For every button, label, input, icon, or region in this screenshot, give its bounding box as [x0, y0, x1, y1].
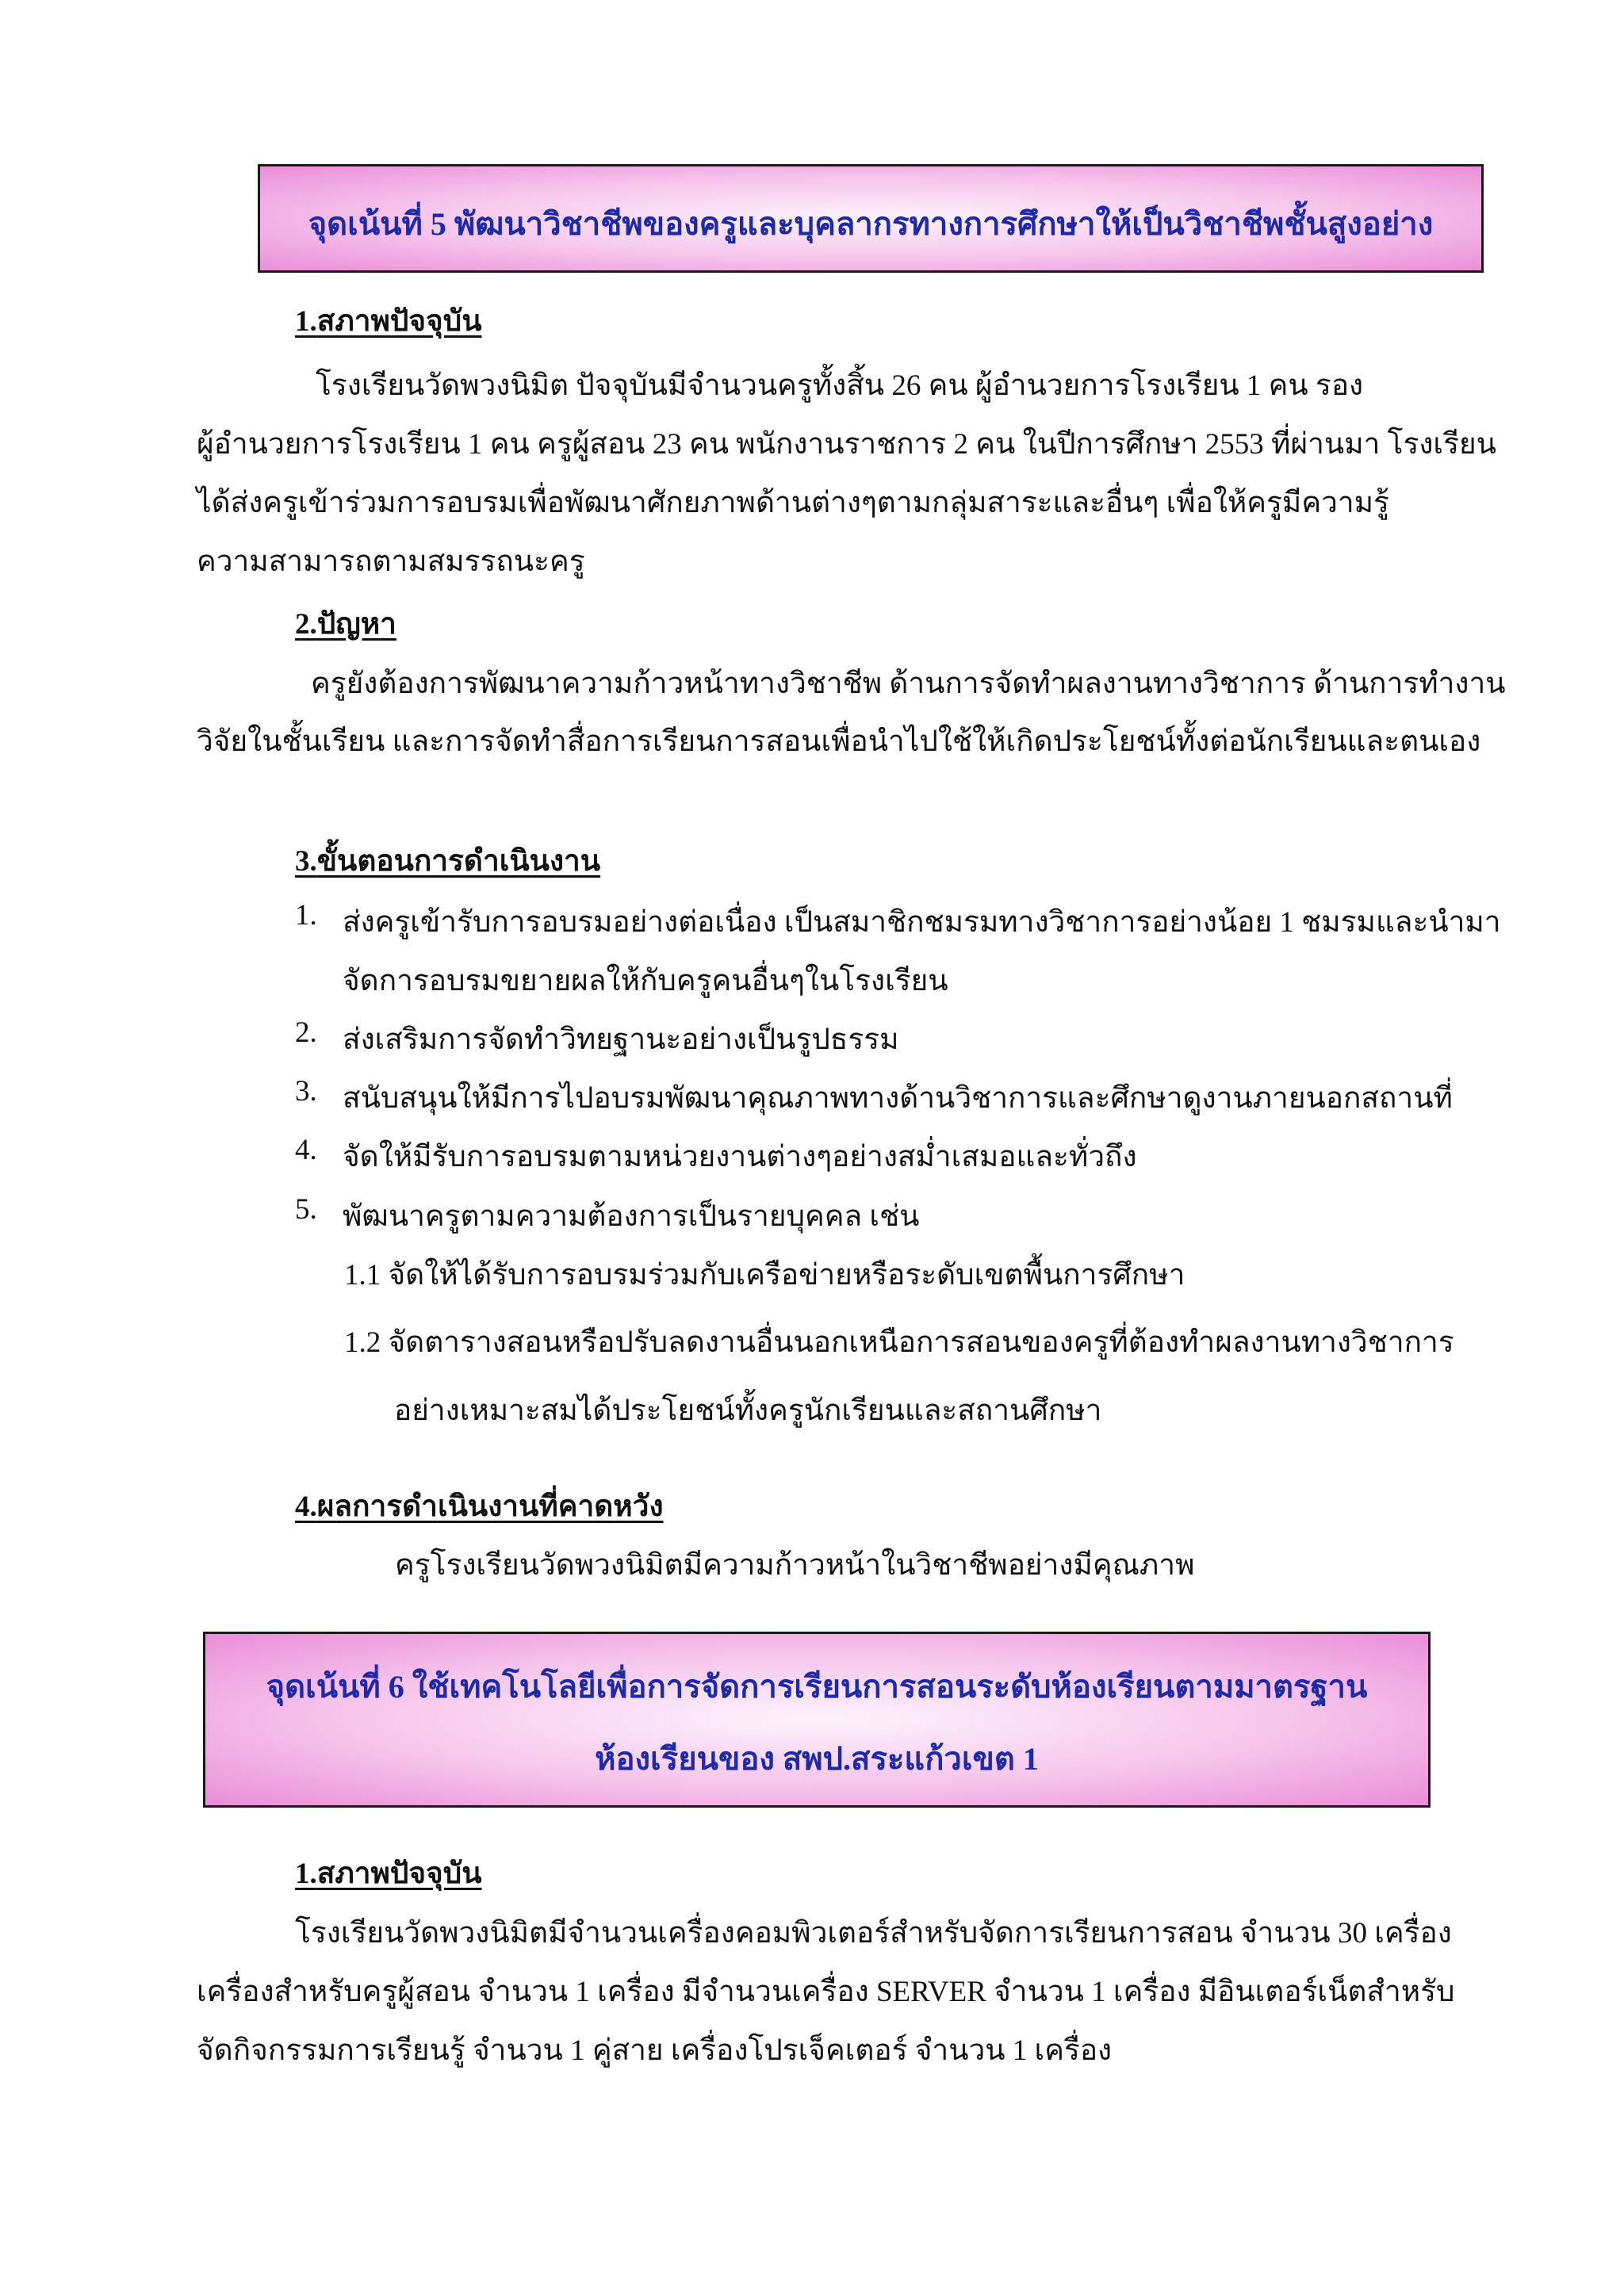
focus5-title: จุดเน้นที่ 5 พัฒนาวิชาชีพของครูและบุคลากรทางการศึกษาให้เป็นวิชาชีพชั้นสูงอย่าง: [308, 206, 1434, 242]
step-3-text: สนับสนุนให้มีการไปอบรมพัฒนาคุณภาพทางด้านวิชาการและศึกษาดูงานภายนอกสถานที่: [343, 1082, 1453, 1115]
f5-s2-heading: [295, 600, 396, 647]
focus6-title-line-2: ห้องเรียนของ สพป.สระแก้วเขต 1: [595, 1741, 1039, 1777]
focus6-banner: [203, 1632, 1431, 1808]
f6-s1-line-3: จัดกิจกรรมการเรียนรู้ จำนวน 1 คู่สาย เครื่องโปรเจ็คเตอร์ จำนวน 1 เครื่อง: [197, 2034, 1113, 2067]
f6-s1-heading: [295, 1850, 482, 1896]
f5-s2-line-1: ครูยังต้องการพัฒนาความก้าวหน้าทางวิชาชีพ ด้านการจัดทำผลงานทางวิชาการ ด้านการทำงาน: [311, 668, 1506, 700]
f5-s1-heading: [295, 297, 482, 344]
substep-1-2-cont: อย่างเหมาะสมได้ประโยชน์ทั้งครูนักเรียนและสถานศึกษา: [394, 1395, 1102, 1427]
step-1-num: 1.: [295, 899, 317, 932]
f6-s1-num: 1.: [295, 1858, 317, 1890]
step-4-text: จัดให้มีรับการอบรมตามหน่วยงานต่างๆอย่างสม่ำเสมอและทั่วถึง: [343, 1141, 1137, 1173]
step-5-text: พัฒนาครูตามความต้องการเป็นรายบุคคล เช่น: [343, 1200, 920, 1233]
step-2-num: 2.: [295, 1016, 317, 1049]
substep-1-2: 1.2 จัดตารางสอนหรือปรับลดงานอื่นนอกเหนือการสอนของครูที่ต้องทำผลงานทางวิชาการ: [344, 1326, 1454, 1359]
substep-1-1: 1.1 จัดให้ได้รับการอบรมร่วมกับเครือข่ายหรือระดับเขตพื้นการศึกษา: [344, 1259, 1185, 1292]
f6-s1-line-2: เครื่องสำหรับครูผู้สอน จำนวน 1 เครื่อง มีจำนวนเครื่อง SERVER จำนวน 1 เครื่อง มีอินเตอร์เน็ตสำหรับ: [197, 1976, 1455, 2008]
f5-s1-line-2: ผู้อำนวยการโรงเรียน 1 คน ครูผู้สอน 23 คน พนักงานราชการ 2 คน ในปีการศึกษา 2553 ที่ผ่านมา โรงเรียน: [197, 428, 1496, 461]
focus5-banner: [258, 164, 1484, 273]
f5-s1-line-1: โรงเรียนวัดพวงนิมิต ปัจจุบันมีจำนวนครูทั้งสิ้น 26 คน ผู้อำนวยการโรงเรียน 1 คน รอง: [316, 369, 1364, 402]
f6-s1-title: สภาพปัจจุบัน: [316, 1858, 482, 1890]
f5-s4-title: ผลการดำเนินงานที่คาดหวัง: [316, 1490, 664, 1523]
f5-s3-heading: [295, 837, 600, 884]
f5-s2-line-2: วิจัยในชั้นเรียน และการจัดทำสื่อการเรียนการสอนเพื่อนำไปใช้ให้เกิดประโยชน์ทั้งต่อนักเรียนและตนเอง: [197, 725, 1481, 758]
focus6-title-line-1: จุดเน้นที่ 6 ใช้เทคโนโลยีเพื่อการจัดการเรียนการสอนระดับห้องเรียนตามมาตรฐาน: [266, 1669, 1368, 1705]
f5-s3-title: ขั้นตอนการดำเนินงาน: [316, 845, 601, 878]
step-1-text: ส่งครูเข้ารับการอบรมอย่างต่อเนื่อง เป็นสมาชิกชมรมทางวิชาการอย่างน้อย 1 ชมรมและนำมา: [343, 906, 1501, 939]
f5-s1-num: 1.: [295, 305, 317, 338]
f6-s1-line-1: โรงเรียนวัดพวงนิมิตมีจำนวนเครื่องคอมพิวเตอร์สำหรับจัดการเรียนการสอน จำนวน 30 เครื่อง: [295, 1917, 1452, 1950]
step-2-text: ส่งเสริมการจัดทำวิทยฐานะอย่างเป็นรูปธรรม: [343, 1024, 899, 1056]
f5-s3-num: 3.: [295, 845, 317, 878]
f5-s4-line: ครูโรงเรียนวัดพวงนิมิตมีความก้าวหน้าในวิชาชีพอย่างมีคุณภาพ: [395, 1549, 1195, 1582]
step-3-num: 3.: [295, 1075, 317, 1108]
step-4-num: 4.: [295, 1134, 317, 1166]
f5-s2-num: 2.: [295, 608, 317, 641]
f5-s4-num: 4.: [295, 1490, 317, 1523]
f5-s4-heading: [295, 1483, 664, 1529]
f5-s1-title: สภาพปัจจุบัน: [316, 305, 482, 338]
step-1-text-cont: จัดการอบรมขยายผลให้กับครูคนอื่นๆในโรงเรียน: [343, 965, 948, 997]
f5-s2-title: ปัญหา: [316, 608, 396, 641]
f5-s1-line-3: ได้ส่งครูเข้าร่วมการอบรมเพื่อพัฒนาศักยภาพด้านต่างๆตามกลุ่มสาระและอื่นๆ เพื่อให้ครูมีความรู้: [197, 487, 1389, 519]
step-5-num: 5.: [295, 1193, 317, 1226]
f5-s1-line-4: ความสามารถตามสมรรถนะครู: [197, 545, 585, 578]
